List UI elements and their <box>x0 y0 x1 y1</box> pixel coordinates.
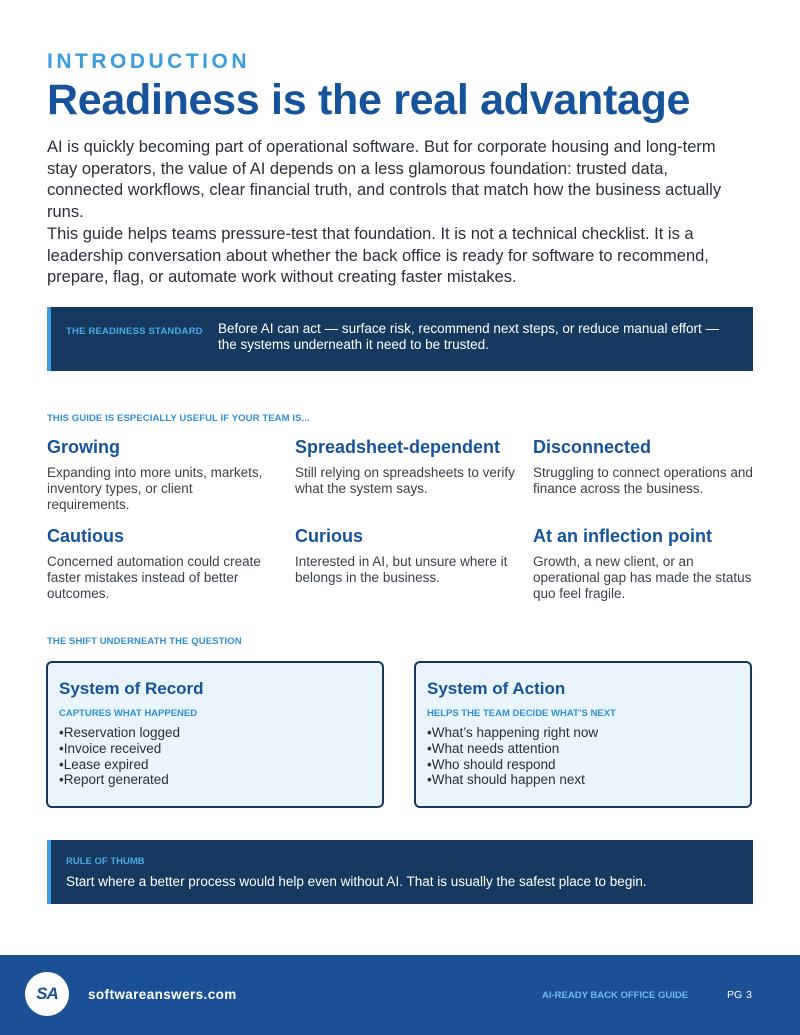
site-link[interactable]: softwareanswers.com <box>88 987 237 1002</box>
trait-description: Interested in AI, but unsure where it belongs in the business. <box>295 554 508 585</box>
trait-curious <box>295 526 520 586</box>
brand-logo <box>25 972 69 1016</box>
list-item: • Who should respond <box>427 757 598 773</box>
list-item: • Invoice received <box>59 741 180 757</box>
trait-description: Struggling to connect operations and finance across the business. <box>533 465 753 496</box>
list-item: • What’s happening right now <box>427 725 598 741</box>
system-title: System of Record <box>59 679 204 698</box>
rule-of-thumb-callout <box>47 840 753 904</box>
callout-text: Start where a better process would help even without AI. That is usually the safest place to begin. <box>66 874 647 889</box>
page-number <box>727 989 752 1001</box>
trait-title: At an inflection point <box>533 526 712 546</box>
page-title: Readiness is the real advantage <box>47 76 691 124</box>
system-of-action-box <box>414 661 752 808</box>
trait-inflection-point <box>533 526 758 602</box>
list-item: • Lease expired <box>59 757 180 773</box>
system-list <box>59 725 180 788</box>
section-eyebrow: INTRODUCTION <box>47 50 250 73</box>
system-list <box>427 725 598 788</box>
callout-text: Before AI can act — surface risk, recommend next steps, or reduce manual effort — the systems underneath it need to be trusted. <box>218 321 719 352</box>
trait-description: Expanding into more units, markets, inventory types, or client requirements. <box>47 465 263 512</box>
trait-title: Curious <box>295 526 364 546</box>
system-subtitle: HELPS THE TEAM DECIDE WHAT’S NEXT <box>427 708 616 719</box>
logo-mark: SA <box>36 984 58 1003</box>
page-number-value: 3 <box>746 989 753 1001</box>
trait-growing <box>47 437 272 513</box>
trait-title: Cautious <box>47 526 125 546</box>
callout-label: THE READINESS STANDARD <box>66 326 203 337</box>
trait-title: Growing <box>47 437 120 457</box>
list-item: • Report generated <box>59 772 180 788</box>
team-section-label: THIS GUIDE IS ESPECIALLY USEFUL IF YOUR TEAM IS... <box>47 413 310 424</box>
callout-label: RULE OF THUMB <box>66 856 145 867</box>
list-item: • What should happen next <box>427 772 598 788</box>
trait-title: Disconnected <box>533 437 652 457</box>
list-item: • What needs attention <box>427 741 598 757</box>
system-title: System of Action <box>427 679 566 698</box>
page-prefix: PG <box>727 989 743 1001</box>
trait-title: Spreadsheet-dependent <box>295 437 501 457</box>
shift-section-label: THE SHIFT UNDERNEATH THE QUESTION <box>47 636 242 647</box>
readiness-standard-callout <box>47 307 753 371</box>
trait-description: Growth, a new client, or an operational gap has made the status quo feel fragile. <box>533 554 752 601</box>
page-footer <box>0 955 800 1035</box>
trait-spreadsheet-dependent <box>295 437 520 497</box>
intro-paragraph-2: This guide helps teams pressure-test that foundation. It is not a technical checklist. It is a leadership conversation about whether the back office is ready for software to recommend, prepare, flag, or automate work without creating faster mistakes. <box>47 225 709 286</box>
trait-cautious <box>47 526 272 602</box>
trait-description: Still relying on spreadsheets to verify what the system says. <box>295 465 515 496</box>
guide-name: AI-READY BACK OFFICE GUIDE <box>542 990 689 1001</box>
system-subtitle: CAPTURES WHAT HAPPENED <box>59 708 198 719</box>
list-item: • Reservation logged <box>59 725 180 741</box>
system-of-record-box <box>46 661 384 808</box>
intro-paragraph-1: AI is quickly becoming part of operational software. But for corporate housing and long-term stay operators, the value of AI depends on a less glamorous foundation: trusted data, connected workflows, clear financial truth, and controls that match how the business actually runs. <box>47 138 722 221</box>
trait-description: Concerned automation could create faster mistakes instead of better outcomes. <box>47 554 261 601</box>
trait-disconnected <box>533 437 758 497</box>
